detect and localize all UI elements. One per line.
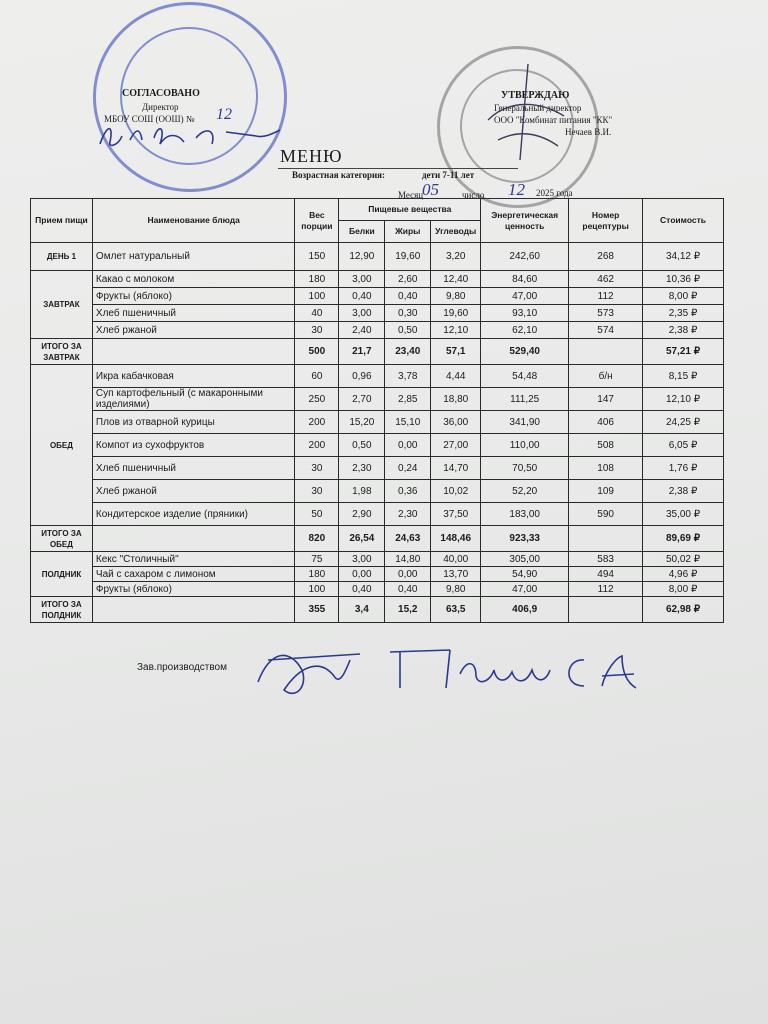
- dish-fat: 0,50: [385, 322, 431, 339]
- approval-left-org-number: 12: [216, 106, 232, 123]
- total-carbs: 148,46: [431, 526, 481, 552]
- total-label: ИТОГО ЗА ПОЛДНИК: [31, 597, 93, 623]
- total-row: [31, 339, 724, 365]
- dish-weight: 250: [295, 388, 339, 411]
- dish-recipe: 109: [569, 480, 643, 503]
- approval-right-position: Генеральный директор: [494, 103, 582, 113]
- approval-left-position: Директор: [142, 102, 179, 112]
- dish-protein: 0,40: [339, 582, 385, 597]
- dish-weight: 40: [295, 305, 339, 322]
- approval-left-title: СОГЛАСОВАНО: [122, 88, 200, 99]
- age-category-label: Возрастная категория:: [292, 170, 385, 180]
- dish-cost: 35,00 ₽: [643, 503, 724, 526]
- dish-dish: Икра кабачковая: [92, 365, 294, 388]
- dish-energy: 62,10: [481, 322, 569, 339]
- dish-weight: 180: [295, 271, 339, 288]
- dish-carbs: 12,10: [431, 322, 481, 339]
- page-title: МЕНЮ: [280, 146, 343, 166]
- total-cost: 57,21 ₽: [643, 339, 724, 365]
- dish-protein: 1,98: [339, 480, 385, 503]
- dish-protein: 0,00: [339, 567, 385, 582]
- dish-cost: 50,02 ₽: [643, 552, 724, 567]
- total-row: [31, 597, 724, 623]
- dish-protein: 0,96: [339, 365, 385, 388]
- dish-weight: 30: [295, 457, 339, 480]
- dish-energy: 111,25: [481, 388, 569, 411]
- dish-recipe: 268: [569, 243, 643, 271]
- dish-recipe: 112: [569, 288, 643, 305]
- dish-fat: 2,30: [385, 503, 431, 526]
- header-meal: Прием пищи: [31, 199, 93, 243]
- total-empty-cell: [569, 526, 643, 552]
- dish-energy: 84,60: [481, 271, 569, 288]
- dish-recipe: 406: [569, 411, 643, 434]
- dish-energy: 110,00: [481, 434, 569, 457]
- table-row: [31, 271, 724, 288]
- dish-carbs: 40,00: [431, 552, 481, 567]
- total-empty-cell: [569, 339, 643, 365]
- dish-fat: 0,40: [385, 582, 431, 597]
- dish-energy: 93,10: [481, 305, 569, 322]
- dish-energy: 341,90: [481, 411, 569, 434]
- dish-protein: 2,70: [339, 388, 385, 411]
- table-row: [31, 503, 724, 526]
- approval-right-org: ООО "Комбинат питания "КК": [494, 115, 613, 125]
- dish-protein: 15,20: [339, 411, 385, 434]
- dish-weight: 30: [295, 322, 339, 339]
- table-row: [31, 305, 724, 322]
- dish-carbs: 36,00: [431, 411, 481, 434]
- dish-cost: 34,12 ₽: [643, 243, 724, 271]
- dish-protein: 0,40: [339, 288, 385, 305]
- table-header-row: [31, 199, 724, 221]
- total-label: ИТОГО ЗА ОБЕД: [31, 526, 93, 552]
- dish-energy: 183,00: [481, 503, 569, 526]
- dish-fat: 2,85: [385, 388, 431, 411]
- dish-recipe: 494: [569, 567, 643, 582]
- dish-cost: 12,10 ₽: [643, 388, 724, 411]
- dish-weight: 30: [295, 480, 339, 503]
- dish-weight: 100: [295, 288, 339, 305]
- dish-energy: 54,48: [481, 365, 569, 388]
- dish-dish: Суп картофельный (с макаронными изделиями): [92, 388, 294, 411]
- dish-fat: 0,00: [385, 434, 431, 457]
- total-empty-cell: [92, 526, 294, 552]
- dish-fat: 0,30: [385, 305, 431, 322]
- dish-cost: 1,76 ₽: [643, 457, 724, 480]
- approval-right-title: УТВЕРЖДАЮ: [501, 90, 570, 101]
- dish-cost: 4,96 ₽: [643, 567, 724, 582]
- dish-dish: Компот из сухофруктов: [92, 434, 294, 457]
- menu-table: [30, 198, 724, 623]
- table-row: [31, 552, 724, 567]
- dish-protein: 3,00: [339, 552, 385, 567]
- dish-carbs: 4,44: [431, 365, 481, 388]
- dish-cost: 8,00 ₽: [643, 288, 724, 305]
- total-protein: 26,54: [339, 526, 385, 552]
- total-empty-cell: [569, 597, 643, 623]
- dish-fat: 15,10: [385, 411, 431, 434]
- dish-recipe: 573: [569, 305, 643, 322]
- director-signature: [96, 118, 286, 154]
- dish-fat: 19,60: [385, 243, 431, 271]
- total-weight: 500: [295, 339, 339, 365]
- dish-recipe: 147: [569, 388, 643, 411]
- dish-dish: Хлеб пшеничный: [92, 305, 294, 322]
- total-cost: 62,98 ₽: [643, 597, 724, 623]
- dish-dish: Кондитерское изделие (пряники): [92, 503, 294, 526]
- dish-weight: 50: [295, 503, 339, 526]
- meal-label: ОБЕД: [31, 365, 93, 526]
- dish-energy: 52,20: [481, 480, 569, 503]
- dish-fat: 0,00: [385, 567, 431, 582]
- total-protein: 21,7: [339, 339, 385, 365]
- header-fat: Жиры: [385, 221, 431, 243]
- title-underline: [278, 168, 518, 169]
- day-label: ДЕНЬ 1: [31, 243, 93, 271]
- dish-weight: 60: [295, 365, 339, 388]
- header-nutrients: Пищевые вещества: [339, 199, 481, 221]
- header-protein: Белки: [339, 221, 385, 243]
- dish-dish: Какао с молоком: [92, 271, 294, 288]
- dish-weight: 100: [295, 582, 339, 597]
- dish-cost: 10,36 ₽: [643, 271, 724, 288]
- dish-carbs: 12,40: [431, 271, 481, 288]
- dish-protein: 12,90: [339, 243, 385, 271]
- total-fat: 24,63: [385, 526, 431, 552]
- table-row: [31, 388, 724, 411]
- snack-section: [31, 552, 724, 623]
- dish-cost: 2,38 ₽: [643, 480, 724, 503]
- approval-left-org: МБОУ СОШ (ООШ) №: [104, 114, 195, 124]
- table-row: [31, 288, 724, 305]
- dish-recipe: 112: [569, 582, 643, 597]
- header-energy: Энергетическая ценность: [481, 199, 569, 243]
- total-empty-cell: [92, 339, 294, 365]
- month-value: 05: [422, 180, 439, 199]
- dish-dish: Хлеб пшеничный: [92, 457, 294, 480]
- total-energy: 406,9: [481, 597, 569, 623]
- table-row: [31, 582, 724, 597]
- general-director-signature: [468, 60, 578, 170]
- dish-dish: Хлеб ржаной: [92, 480, 294, 503]
- total-protein: 3,4: [339, 597, 385, 623]
- dish-cost: 24,25 ₽: [643, 411, 724, 434]
- dish-recipe: 108: [569, 457, 643, 480]
- dish-fat: 2,60: [385, 271, 431, 288]
- total-cost: 89,69 ₽: [643, 526, 724, 552]
- dish-carbs: 19,60: [431, 305, 481, 322]
- dish-cost: 2,38 ₽: [643, 322, 724, 339]
- dish-protein: 2,30: [339, 457, 385, 480]
- total-fat: 23,40: [385, 339, 431, 365]
- dish-carbs: 9,80: [431, 288, 481, 305]
- header-dish: Наименование блюда: [92, 199, 294, 243]
- dish-carbs: 3,20: [431, 243, 481, 271]
- dish-energy: 242,60: [481, 243, 569, 271]
- dish-cost: 2,35 ₽: [643, 305, 724, 322]
- dish-carbs: 14,70: [431, 457, 481, 480]
- table-row: [31, 322, 724, 339]
- dish-weight: 75: [295, 552, 339, 567]
- dish-fat: 3,78: [385, 365, 431, 388]
- dish-recipe: б/н: [569, 365, 643, 388]
- dish-cost: 8,00 ₽: [643, 582, 724, 597]
- table-row: [31, 365, 724, 388]
- dish-dish: Чай с сахаром с лимоном: [92, 567, 294, 582]
- dish-carbs: 10,02: [431, 480, 481, 503]
- age-category-value: дети 7-11 лет: [422, 170, 475, 180]
- dish-dish: Фрукты (яблоко): [92, 288, 294, 305]
- table-row: [31, 411, 724, 434]
- day-value: 12: [508, 180, 525, 199]
- dish-dish: Фрукты (яблоко): [92, 582, 294, 597]
- dish-weight: 150: [295, 243, 339, 271]
- dish-cost: 8,15 ₽: [643, 365, 724, 388]
- year-value: 2025 года: [536, 188, 573, 198]
- header-recipe: Номер рецептуры: [569, 199, 643, 243]
- dish-protein: 2,90: [339, 503, 385, 526]
- dish-weight: 180: [295, 567, 339, 582]
- total-energy: 923,33: [481, 526, 569, 552]
- dish-recipe: 574: [569, 322, 643, 339]
- dish-fat: 0,40: [385, 288, 431, 305]
- dish-weight: 200: [295, 434, 339, 457]
- dish-fat: 0,24: [385, 457, 431, 480]
- table-row: [31, 243, 724, 271]
- dish-dish: Кекс "Столичный": [92, 552, 294, 567]
- table-row: [31, 434, 724, 457]
- dish-energy: 47,00: [481, 582, 569, 597]
- meal-label: ПОЛДНИК: [31, 552, 93, 597]
- dish-recipe: 590: [569, 503, 643, 526]
- month-label: Месяц: [398, 190, 424, 200]
- approval-right-name: Нечаев В.И.: [565, 127, 612, 137]
- dish-protein: 3,00: [339, 271, 385, 288]
- dish-protein: 0,50: [339, 434, 385, 457]
- total-energy: 529,40: [481, 339, 569, 365]
- total-weight: 820: [295, 526, 339, 552]
- total-carbs: 57,1: [431, 339, 481, 365]
- production-head-signature: [250, 630, 670, 710]
- total-carbs: 63,5: [431, 597, 481, 623]
- total-fat: 15,2: [385, 597, 431, 623]
- total-weight: 355: [295, 597, 339, 623]
- dish-energy: 54,90: [481, 567, 569, 582]
- table-row: [31, 457, 724, 480]
- meal-label: ЗАВТРАК: [31, 271, 93, 339]
- dish-recipe: 583: [569, 552, 643, 567]
- dish-protein: 2,40: [339, 322, 385, 339]
- dish-weight: 200: [295, 411, 339, 434]
- dish-fat: 0,36: [385, 480, 431, 503]
- dish-fat: 14,80: [385, 552, 431, 567]
- dish-carbs: 37,50: [431, 503, 481, 526]
- dish-energy: 305,00: [481, 552, 569, 567]
- footer-label: Зав.производством: [137, 662, 227, 673]
- total-empty-cell: [92, 597, 294, 623]
- dish-energy: 47,00: [481, 288, 569, 305]
- dish-dish: Хлеб ржаной: [92, 322, 294, 339]
- dish-dish: Плов из отварной курицы: [92, 411, 294, 434]
- day-label: число: [462, 190, 485, 200]
- dish-recipe: 462: [569, 271, 643, 288]
- dish-name: Омлет натуральный: [92, 243, 294, 271]
- dish-carbs: 18,80: [431, 388, 481, 411]
- header-weight: Вес порции: [295, 199, 339, 243]
- table-row: [31, 567, 724, 582]
- total-row: [31, 526, 724, 552]
- dish-carbs: 13,70: [431, 567, 481, 582]
- dish-protein: 3,00: [339, 305, 385, 322]
- dish-carbs: 27,00: [431, 434, 481, 457]
- header-carbs: Углеводы: [431, 221, 481, 243]
- breakfast-section: [31, 271, 724, 365]
- total-label: ИТОГО ЗА ЗАВТРАК: [31, 339, 93, 365]
- dish-recipe: 508: [569, 434, 643, 457]
- table-row: [31, 480, 724, 503]
- dish-cost: 6,05 ₽: [643, 434, 724, 457]
- lunch-section: [31, 365, 724, 552]
- header-cost: Стоимость: [643, 199, 724, 243]
- dish-carbs: 9,80: [431, 582, 481, 597]
- dish-energy: 70,50: [481, 457, 569, 480]
